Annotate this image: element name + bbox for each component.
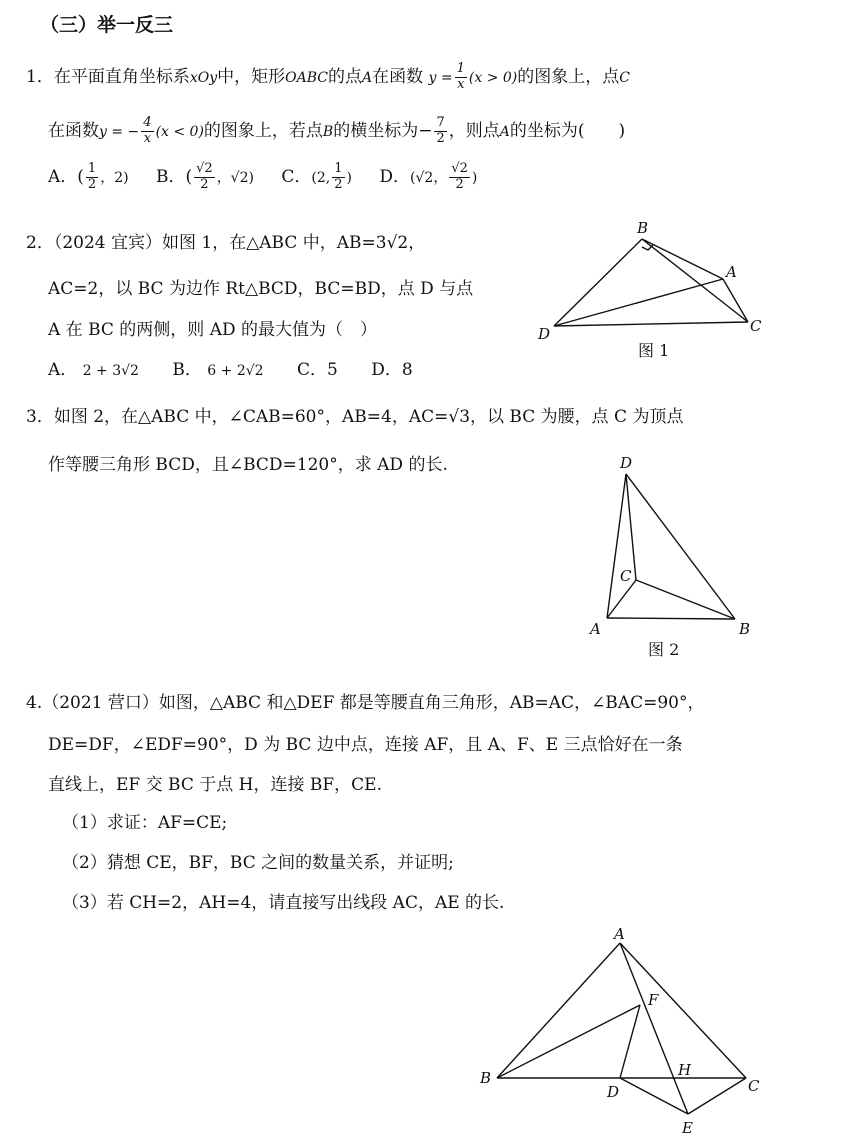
q2-line1: 2．（2024 宜宾）如图 1，在△ABC 中，AB=3√2， — [26, 233, 426, 253]
fig4-label-f: F — [648, 991, 659, 1009]
fig1-segment-ac — [723, 279, 748, 322]
fig4-label-b: B — [480, 1069, 492, 1087]
q1-condition2: (x < 0) — [155, 124, 204, 140]
q1-fraction3 — [434, 116, 446, 147]
option-label: A． — [48, 360, 78, 380]
q1-option-c[interactable] — [281, 161, 352, 192]
option-label: C． — [281, 167, 312, 187]
q1-text: 的图象上，点 — [517, 67, 620, 87]
q1-neg: − — [418, 121, 433, 141]
fig4-segment-fd — [620, 1005, 640, 1078]
fig4-segment-ae — [620, 943, 688, 1114]
q1-text: 中，矩形 — [217, 67, 286, 87]
fig2-segment-ab — [607, 618, 735, 619]
q2-option-c[interactable]: C．5 — [296, 360, 338, 380]
option-text: ( — [77, 167, 84, 187]
option-text: ) — [471, 170, 478, 186]
q1-text: 在函数 — [372, 67, 424, 87]
option-text: (2, — [311, 170, 331, 186]
fig4-label-h: H — [678, 1061, 692, 1079]
q1-fn-y: y = — [428, 70, 453, 86]
fig2-caption: 图 2 — [648, 640, 680, 659]
q1-text: ，则点 — [448, 121, 500, 141]
q1-text: 的横坐标为 — [333, 121, 419, 141]
option-frac-num: 1 — [334, 161, 343, 177]
fig1-label-d: D — [538, 325, 551, 343]
option-frac-den: 2 — [200, 177, 209, 192]
q1-text: 的坐标为( ) — [509, 121, 626, 141]
q1-point-a: A — [361, 70, 373, 86]
option-frac-num: 1 — [87, 161, 97, 177]
q2-option-a[interactable] — [48, 360, 139, 380]
q1-text: 的图象上，若点 — [203, 121, 323, 141]
q1-fraction3-num: 7 — [436, 115, 445, 131]
option-text: ) — [346, 170, 352, 186]
q1-text: 在函数 — [48, 121, 99, 141]
q4-subquestion-2: （2）猜想 CE，BF，BC 之间的数量关系，并证明; — [62, 853, 454, 873]
q1-fraction — [455, 62, 467, 93]
figure-4 — [470, 925, 770, 1140]
option-label: A． — [48, 167, 78, 187]
q1-fraction2-den: x — [143, 131, 152, 146]
q1-fraction-den: x — [457, 77, 465, 92]
q1-xoy: xOy — [189, 70, 218, 86]
q3-line1: 3．如图 2，在△ABC 中，∠CAB=60°，AB=4，AC=√3，以 BC 为腰，点 C 为顶点 — [26, 407, 684, 427]
q1-fraction2-num: 4 — [143, 115, 152, 131]
fig4-label-c: C — [748, 1077, 760, 1095]
fig1-label-a: A — [726, 263, 737, 281]
fig2-label-b: B — [739, 620, 751, 638]
option-fraction — [86, 162, 98, 193]
q1-line2 — [48, 116, 625, 147]
q1-oabc: OABC — [285, 70, 328, 86]
q4-line2: DE=DF，∠EDF=90°，D 为 BC 边中点，连接 AF，且 A、F、E 三点恰好在一条 — [48, 735, 683, 755]
figure-1 — [530, 215, 780, 365]
q1-options — [48, 162, 477, 193]
q1-point-b: B — [322, 124, 334, 140]
q4-subquestion-1: （1）求证：AF=CE; — [62, 813, 228, 833]
fig1-label-c: C — [750, 317, 762, 335]
option-fraction — [332, 162, 344, 193]
option-frac-den: 2 — [87, 177, 97, 192]
section-title: （三）举一反三 — [40, 14, 174, 36]
q1-text: 的点 — [327, 67, 362, 87]
q2-line3: A 在 BC 的两侧，则 AD 的最大值为（ ） — [48, 320, 378, 340]
q1-text: 在平面直角坐标系 — [53, 67, 190, 87]
fig2-label-a: A — [590, 620, 601, 638]
fig4-segment-ba — [497, 943, 620, 1078]
q1-point-a2: A — [499, 124, 510, 140]
option-text: ，2) — [100, 170, 129, 186]
q1-option-a[interactable] — [48, 161, 129, 192]
option-label: D． — [379, 167, 411, 187]
fig1-segment-ba — [642, 239, 723, 279]
q2-option-b[interactable] — [172, 360, 263, 380]
option-label: B． — [155, 167, 186, 187]
q1-number: 1． — [26, 67, 54, 87]
fig2-label-c: C — [620, 567, 632, 585]
q4-subquestion-3: （3）若 CH=2，AH=4，请直接写出线段 AC，AE 的长. — [62, 893, 505, 913]
q1-point-c: C — [619, 70, 630, 86]
option-frac-den: 2 — [455, 177, 464, 192]
q1-fraction2 — [141, 116, 153, 147]
fig4-segment-de — [620, 1078, 688, 1114]
fig1-segment-dc — [554, 322, 748, 326]
q1-option-b[interactable] — [155, 161, 254, 192]
q1-fn2-y: y = − — [99, 124, 140, 140]
fig4-label-a: A — [614, 925, 625, 943]
q4-line1: 4.（2021 营口）如图，△ABC 和△DEF 都是等腰直角三角形，AB=AC，∠BAC=90°， — [26, 693, 705, 713]
fig4-label-e: E — [682, 1119, 693, 1137]
q1-fraction-num: 1 — [456, 61, 465, 77]
option-value: 6 + 2√2 — [207, 363, 264, 379]
option-frac-num: √2 — [196, 161, 213, 177]
option-fraction — [194, 162, 215, 193]
fig1-caption: 图 1 — [638, 341, 670, 360]
q2-option-d[interactable]: D．8 — [371, 360, 413, 380]
option-label: B． — [172, 360, 202, 380]
q3-line2: 作等腰三角形 BCD，且∠BCD=120°，求 AD 的长. — [48, 455, 448, 475]
fig4-label-d: D — [607, 1083, 620, 1101]
fig1-segment-da — [554, 279, 723, 326]
fig2-label-d: D — [620, 454, 633, 472]
option-fraction — [449, 162, 470, 193]
q1-line1 — [26, 62, 630, 93]
figure-2 — [580, 450, 770, 665]
fig1-right-angle-mark — [642, 245, 653, 250]
fig1-label-b: B — [637, 219, 649, 237]
q1-fraction3-den: 2 — [436, 131, 445, 146]
q2-options — [48, 355, 413, 380]
option-value: 2 + 3√2 — [82, 363, 139, 379]
q2-line2: AC=2，以 BC 为边作 Rt△BCD，BC=BD，点 D 与点 — [48, 279, 474, 299]
q1-condition: (x > 0) — [468, 70, 518, 86]
fig1-segment-db — [554, 239, 642, 326]
option-text: ，√2) — [216, 170, 254, 186]
option-frac-den: 2 — [334, 177, 343, 192]
fig2-segment-dc — [626, 474, 636, 580]
fig4-segment-ec — [688, 1078, 746, 1114]
option-text: (√2， — [410, 170, 448, 186]
q1-option-d[interactable] — [379, 161, 478, 192]
fig4-segment-bf — [497, 1005, 640, 1078]
option-frac-num: √2 — [451, 161, 468, 177]
option-text: ( — [185, 167, 193, 187]
q4-line3: 直线上，EF 交 BC 于点 H，连接 BF，CE. — [48, 775, 382, 795]
